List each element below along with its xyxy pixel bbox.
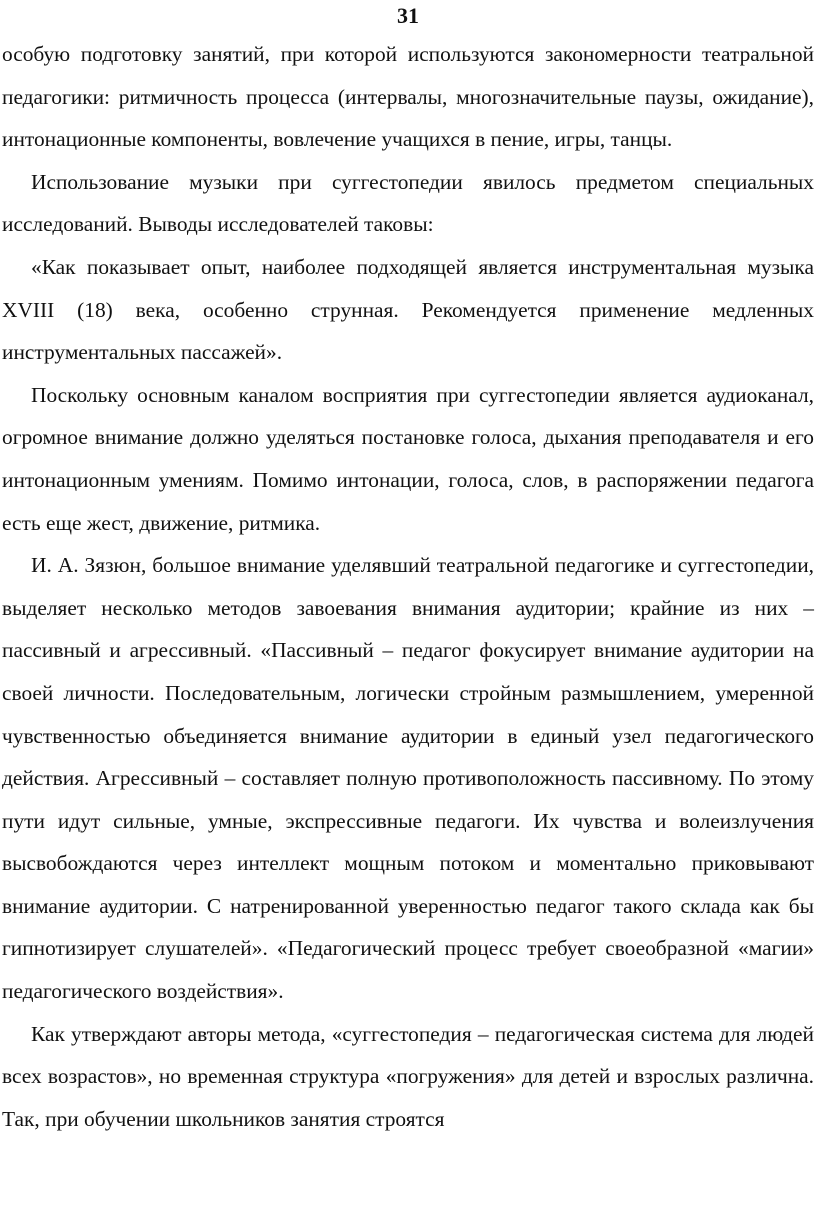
paragraph-4: Поскольку основным каналом восприятия при суггестопедии является аудиоканал, огромное внимание должно уделяться постановке голоса, дыхания преподавателя и его интонационным умениям. Помимо интонации, голоса, слов, в распоряжении педагога есть еще жест, движение, ритмика. [2,382,814,535]
paragraph-2: Использование музыки при суггестопедии явилось предметом специальных исследований. Выводы исследователей таковы: [2,169,814,237]
paragraph-6: Как утверждают авторы метода, «суггестопедия – педагогическая система для людей всех возрастов», но временная структура «погружения» для детей и взрослых различна. Так, при обучении школьников занятия строятся [2,1021,814,1131]
paragraph-5: И. А. Зязюн, большое внимание уделявший театральной педагогике и суггестопедии, выделяет несколько методов завоевания внимания аудитории; крайние из них – пассивный и агрессивный. «Пассивный – педагог фокусирует внимание аудитории на своей личности. Последовательным, логически стройным размышлением, умеренной чувственностью объединяется внимание аудитории в единый узел педагогического действия. Агрессивный – составляет полную противоположность пассивному. По этому пути идут сильные, умные, экспрессивные педагоги. Их чувства и волеизлучения высвобождаются через интеллект мощным потоком и моментально приковывают внимание аудитории. С натренированной уверенностью педагог такого склада как бы гипнотизирует слушателей». «Педагогический процесс требует своеобразной «магии» педагогического воздействия». [2,553,814,1004]
paragraph-1: особую подготовку занятий, при которой используются закономерности театральной педагогики: ритмичность процесса (интервалы, многозначительные паузы, ожидание), интонационные компоненты, вовлечение учащихся в пение, игры, танцы. [2,42,814,152]
paragraph-3: «Как показывает опыт, наиболее подходящей является инструментальная музыка XVIII (18) века, особенно струнная. Рекомендуется применение медленных инструментальных пассажей». [2,254,814,365]
page-number: 31 [397,3,419,28]
